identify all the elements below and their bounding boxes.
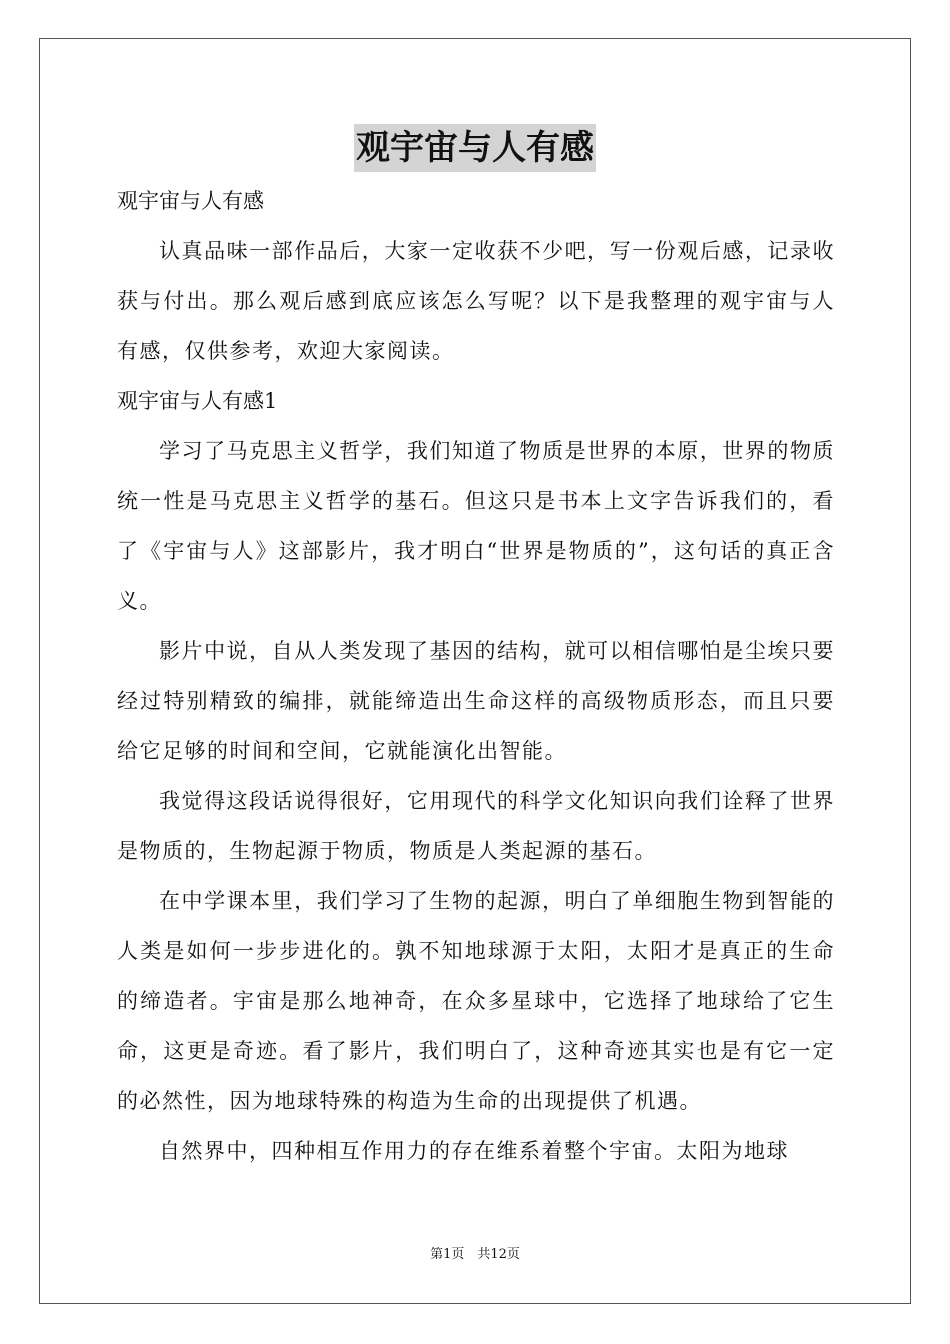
body-paragraph: 自然界中，四种相互作用力的存在维系着整个宇宙。太阳为地球 [159, 1139, 789, 1163]
section-heading: 观宇宙与人有感1 [117, 389, 278, 413]
body-paragraph: 在中学课本里，我们学习了生物的起源，明白了单细胞生物到智能的人类是如何一步步进化的。孰不知地球源于太阳，太阳才是真正的生命的缔造者。宇宙是那么地神奇，在众多星球中，它选择了地球给了它生命，这更是奇迹。看了影片，我们明白了，这种奇迹其实也是有它一定的必然性，因为地球特殊的构造为生命的出现提供了机遇。 [117, 889, 835, 1113]
page-footer: 第1页 共12页 [430, 1247, 520, 1262]
document-subtitle: 观宇宙与人有感 [117, 189, 264, 213]
body-paragraph: 影片中说，自从人类发现了基因的结构，就可以相信哪怕是尘埃只要经过特别精致的编排，就能缔造出生命这样的高级物质形态，而且只要给它足够的时间和空间，它就能演化出智能。 [117, 639, 835, 763]
document-title: 观宇宙与人有感 [354, 124, 596, 172]
title-container [0, 124, 950, 172]
intro-paragraph: 认真品味一部作品后，大家一定收获不少吧，写一份观后感，记录收获与付出。那么观后感到底应该怎么写呢？以下是我整理的观宇宙与人有感，仅供参考，欢迎大家阅读。 [117, 239, 835, 363]
document-body [117, 176, 835, 1176]
body-paragraph: 学习了马克思主义哲学，我们知道了物质是世界的本原，世界的物质统一性是马克思主义哲学的基石。但这只是书本上文字告诉我们的，看了《宇宙与人》这部影片，我才明白“世界是物质的”，这句话的真正含义。 [117, 439, 835, 613]
body-paragraph: 我觉得这段话说得很好，它用现代的科学文化知识向我们诠释了世界是物质的，生物起源于物质，物质是人类起源的基石。 [117, 789, 835, 863]
